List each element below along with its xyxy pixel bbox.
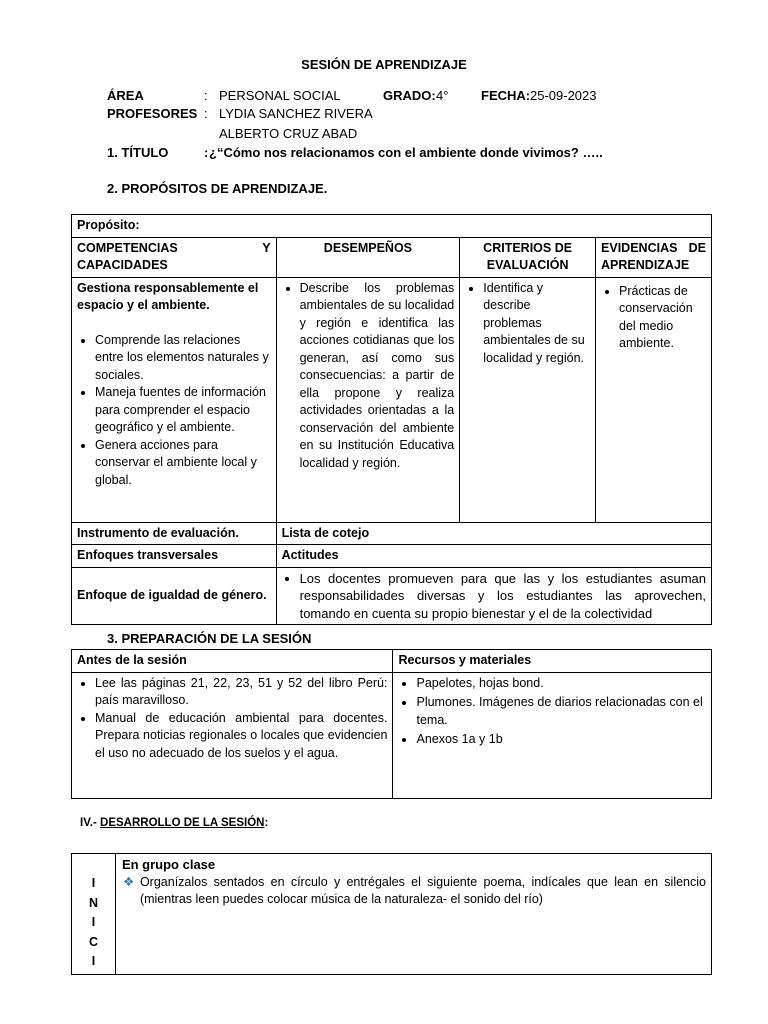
enfoques-label: Enfoques transversales (72, 545, 277, 568)
diamond-bullet-icon: ❖ (122, 874, 135, 889)
area-value: PERSONAL SOCIAL (219, 88, 341, 103)
competencias-cell (72, 277, 277, 522)
actividad-cell (115, 854, 711, 975)
list-item: • Comprende las relaciones entre los elementos naturales y sociales. (95, 332, 271, 385)
proposito-label: Propósito: (72, 215, 712, 238)
section-4-suffix: : (264, 817, 269, 829)
col-antes: Antes de la sesión (72, 650, 393, 673)
competencia-title: Gestiona responsablemente el espacio y el ambiente. (77, 280, 259, 312)
list-item: • Anexos 1a y 1b (416, 731, 706, 749)
col-criterios: CRITERIOS DE EVALUACIÓN (460, 237, 596, 277)
list-item: • Plumones. Imágenes de diarios relacionadas con el tema. (416, 694, 706, 729)
section-4-heading (80, 817, 268, 829)
area-colon: : (204, 88, 208, 103)
fecha-label: FECHA: (481, 88, 531, 103)
col-competencias-text: COMPETENCIAS Y CAPACIDADES (77, 240, 271, 272)
inicio-cell (72, 854, 116, 975)
inicio-letter: N (88, 895, 98, 910)
instrumento-value: Lista de cotejo (276, 522, 711, 545)
titulo-label: 1. TÍTULO (107, 145, 169, 160)
desempenos-cell (276, 277, 460, 522)
section-4-title: DESARROLLO DE LA SESIÓN (100, 817, 265, 829)
criterio-item: • Identifica y describe problemas ambientales de su localidad y región. (483, 280, 590, 368)
grado-value: 4° (436, 88, 449, 103)
actitud-item: • Los docentes promueven para que las y los estudiantes asuman responsabilidades diversas y los estudiantes las aprovechen, tomando en cuenta su propio bienestar y el de la colectividad (300, 570, 706, 623)
grado-label: GRADO: (383, 88, 436, 103)
titulo-colon: : (204, 145, 209, 160)
inicio-letter: I (91, 954, 96, 968)
profesor-2: ALBERTO CRUZ ABAD (219, 126, 358, 141)
col-recursos: Recursos y materiales (393, 650, 712, 673)
col-competencias (72, 237, 277, 277)
antes-cell (72, 672, 393, 798)
list-item: • Lee las páginas 21, 22, 23, 51 y 52 del libro Perú: país maravilloso. (95, 675, 387, 710)
criterios-cell (460, 277, 596, 522)
col-evidencias: EVIDENCIAS DE APRENDIZAJE (596, 237, 712, 277)
section-4-prefix: IV.- (80, 817, 101, 829)
list-item: • Manual de educación ambiental para docentes. Prepara noticias regionales o locales que evidencien el uso no adecuado de los suelos y el agua. (95, 710, 387, 763)
recursos-cell (393, 672, 712, 798)
grupo-clase-title: En grupo clase (121, 857, 216, 872)
desarrollo-table (71, 853, 712, 975)
fecha-value: 25-09-2023 (530, 88, 597, 103)
list-item: • Maneja fuentes de información para comprender el espacio geográfico y el ambiente. (95, 384, 271, 437)
activity-text: Organízalos sentados en círculo y entrégales el siguiente poema, indícales que lean en silencio (mientras leen puedes colocar música de la naturaleza- el sonido del río) (139, 874, 706, 906)
profesor-1: LYDIA SANCHEZ RIVERA (219, 106, 373, 121)
actitudes-label: Actitudes (276, 545, 711, 568)
col-desempenos: DESEMPEÑOS (276, 237, 460, 277)
page-title: SESIÓN DE APRENDIZAJE (301, 57, 467, 72)
inicio-letter: I (91, 915, 96, 929)
profesores-label: PROFESORES (107, 106, 198, 121)
evidencias-cell (596, 277, 712, 522)
section-2-heading: 2. PROPÓSITOS DE APRENDIZAJE. (107, 181, 328, 196)
inicio-letter: C (88, 934, 98, 949)
actitud-cell (276, 567, 711, 625)
area-label: ÁREA (107, 88, 144, 103)
section-3-heading: 3. PREPARACIÓN DE LA SESIÓN (107, 631, 312, 646)
desempeno-item: • Describe los problemas ambientales de su localidad y región e identifica las acciones cotidianas que los generan, así como sus consecuencias: a partir de ella propone y realiza actividades orientadas a la conservación del ambiente en su Institución Educativa localidad y región. (300, 280, 455, 473)
profesores-colon: : (204, 106, 208, 121)
activity-item (122, 874, 706, 909)
inicio-letter: I (91, 876, 96, 890)
preparacion-table (71, 649, 712, 799)
list-item: • Genera acciones para conservar el ambiente local y global. (95, 437, 271, 490)
instrumento-label: Instrumento de evaluación. (72, 522, 277, 545)
list-item: • Papelotes, hojas bond. (416, 675, 706, 693)
capacidades-list (77, 332, 271, 490)
propositos-table (71, 214, 712, 625)
evidencia-item: • Prácticas de conservación del medio ambiente. (619, 283, 706, 353)
enfoque-igualdad: Enfoque de igualdad de género. (72, 567, 277, 625)
titulo-value: ¿“Cómo nos relacionamos con el ambiente donde vivimos? ….. (209, 145, 603, 160)
